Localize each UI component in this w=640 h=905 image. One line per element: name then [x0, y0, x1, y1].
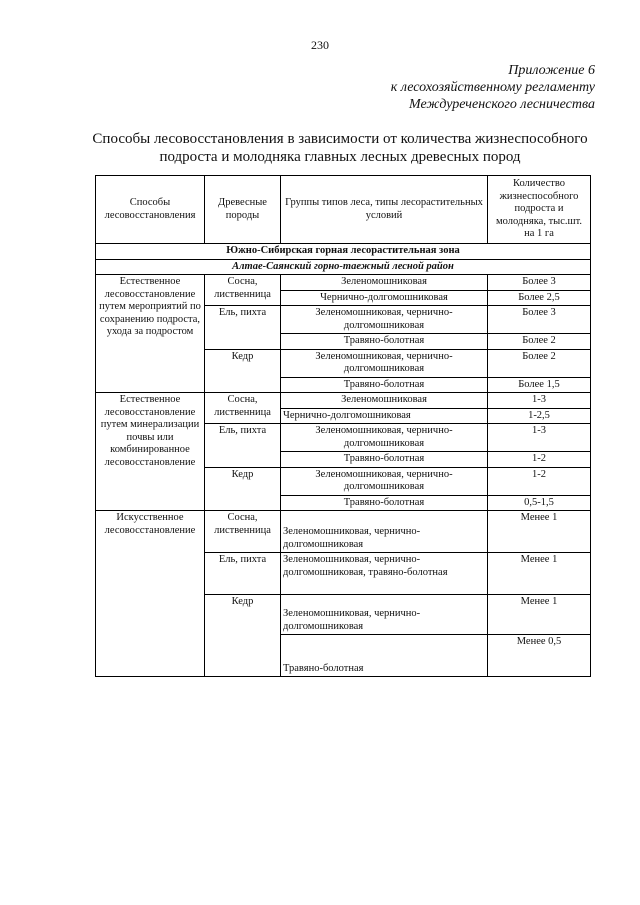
document-title: [60, 130, 620, 166]
forest-type-cell: Травяно-болотная: [281, 334, 488, 350]
quantity-cell: 1-2: [488, 452, 591, 468]
method-cell: Естественное лесовосстановление путем минерализации почвы или комбинированное лесовосстановление: [96, 393, 205, 511]
forest-type-cell: Травяно-болотная: [281, 635, 488, 677]
forest-type-cell: Зеленомошниковая, чернично-долгомошниковая: [281, 424, 488, 452]
quantity-cell: Менее 1: [488, 511, 591, 553]
title-line-1: Способы лесовосстановления в зависимости от количества жизнеспособного: [92, 131, 588, 147]
table-row: [96, 511, 591, 553]
forest-type-cell: Зеленомошниковая, чернично-долгомошниковая: [281, 595, 488, 635]
quantity-cell: 1-3: [488, 424, 591, 452]
page-number: 230: [311, 38, 329, 52]
quantity-cell: 1-2: [488, 467, 591, 495]
quantity-cell: 1-3: [488, 393, 591, 409]
reforestation-table: [95, 175, 591, 677]
table-row: [96, 275, 591, 291]
species-cell: Ель, пихта: [205, 424, 281, 468]
forest-type-cell: Зеленомошниковая: [281, 275, 488, 291]
header-species: Древесные породы: [205, 176, 281, 244]
header-forest-types: Группы типов леса, типы лесорастительных условий: [281, 176, 488, 244]
table-row: [96, 393, 591, 409]
forest-type-cell: Зеленомошниковая, чернично-долгомошниковая: [281, 511, 488, 553]
forest-type-cell: Зеленомошниковая, чернично-долгомошниковая: [281, 467, 488, 495]
header-method: Способы лесовосстановления: [96, 176, 205, 244]
forest-type-cell: Чернично-долгомошниковая: [281, 408, 488, 424]
zone-row: [96, 244, 591, 260]
forest-type-cell: Травяно-болотная: [281, 377, 488, 393]
species-cell: Кедр: [205, 467, 281, 511]
method-cell: Естественное лесовосстановление путем мероприятий по сохранению подроста, ухода за подростом: [96, 275, 205, 393]
forest-type-cell: Травяно-болотная: [281, 452, 488, 468]
species-cell: Ель, пихта: [205, 306, 281, 350]
quantity-cell: Более 3: [488, 306, 591, 334]
region-label: Алтае-Саянский горно-таежный лесной район: [96, 259, 591, 275]
appendix-line-3: Междуреченского лесничества: [409, 97, 595, 112]
quantity-cell: Менее 1: [488, 595, 591, 635]
quantity-cell: Более 2: [488, 349, 591, 377]
forest-type-cell: Зеленомошниковая: [281, 393, 488, 409]
quantity-cell: 0,5-1,5: [488, 495, 591, 511]
quantity-cell: 1-2,5: [488, 408, 591, 424]
forest-type-cell: Чернично-долгомошниковая: [281, 290, 488, 306]
appendix-header: [391, 62, 595, 113]
appendix-line-2: к лесохозяйственному регламенту: [390, 80, 595, 95]
quantity-cell: Более 3: [488, 275, 591, 291]
species-cell: Сосна, лиственница: [205, 275, 281, 306]
species-cell: Сосна, лиственница: [205, 393, 281, 424]
quantity-cell: Более 2,5: [488, 290, 591, 306]
forest-type-cell: Зеленомошниковая, чернично-долгомошниковая, травяно-болотная: [281, 553, 488, 595]
title-line-2: подроста и молодняка главных лесных древесных пород: [159, 149, 521, 165]
forest-type-cell: Зеленомошниковая, чернично-долгомошниковая: [281, 349, 488, 377]
forest-type-cell: Зеленомошниковая, чернично-долгомошниковая: [281, 306, 488, 334]
species-cell: Ель, пихта: [205, 553, 281, 595]
quantity-cell: Более 1,5: [488, 377, 591, 393]
method-cell: Искусственное лесовосстановление: [96, 511, 205, 677]
forest-type-cell: Травяно-болотная: [281, 495, 488, 511]
header-row: [96, 176, 591, 244]
quantity-cell: Менее 1: [488, 553, 591, 595]
species-cell: Сосна, лиственница: [205, 511, 281, 553]
species-cell: Кедр: [205, 349, 281, 393]
quantity-cell: Более 2: [488, 334, 591, 350]
appendix-line-1: Приложение 6: [508, 63, 595, 78]
species-cell: Кедр: [205, 595, 281, 677]
quantity-cell: Менее 0,5: [488, 635, 591, 677]
header-quantity: Количество жизнеспособного подроста и молодняка, тыс.шт. на 1 га: [488, 176, 591, 244]
region-row: [96, 259, 591, 275]
zone-label: Южно-Сибирская горная лесорастительная зона: [96, 244, 591, 260]
